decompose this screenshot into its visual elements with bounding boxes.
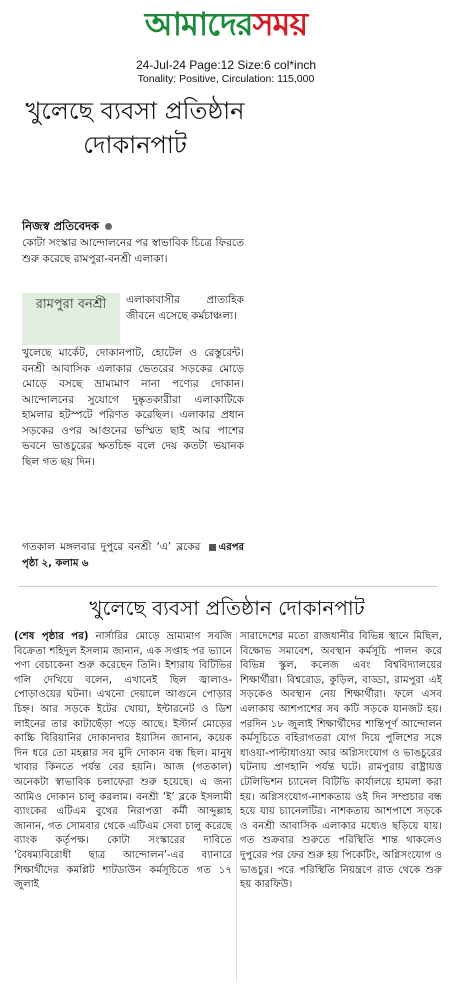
- article-paragraph-2: খুলেছে মার্কেট, দোকানপাট, হোটেল ও রেস্তুরেন্ট। বনশ্রী আবাসিক এলাকার ভেতরের সড়কের মোড়ে মোড়ে বসছে ভ্রাম্যমাণ নানা পণ্যের দোকান। আন্দোলনের সুযোগে দুষ্কৃতকারীরা এলাকাটিকে হামলার হটস্পটে পরিণত করেছিল। এলাকার প্রধান সড়কের ওপর আগুনের ভস্মিত ছাই আর পাশের ভবনে ভাঙচুরের ক্ষতচিহ্ন বলে দেয় কতটা ভয়ানক ছিল গত ছয় দিন।: [22, 347, 244, 468]
- clipping-info: 24-Jul-24 Page:12 Size:6 col*inch: [135, 58, 317, 72]
- bullet-icon: [105, 223, 112, 230]
- square-icon: [209, 544, 216, 551]
- byline: [22, 218, 112, 237]
- continuation-lead: (শেষ পৃষ্ঠার পর): [14, 631, 89, 642]
- continuation-column-2: সারাদেশের মতো রাজধানীর বিভিন্ন স্থানে মিছিল, বিক্ষোভ সমাবেশ, অবস্থান কর্মসূচি পালন করে বিভিন্ন স্কুল, কলেজ এবং বিশ্ববিদ্যালয়ের শিক্ষার্থীরা। বিশ্বরোড, কুড়িল, বাড্ডা, রামপুরা এই সড়কেও অবস্থান নেয় শিক্ষার্থীরা। ফলে এসব এলাকায় আশপাশের সব কটি সড়কে যানজট হয়। পরদিন ১৮ জুলাই শিক্ষার্থীদের শান্তিপূর্ণ আন্দোলন কর্মসূচিতে বহিরাগতরা যোগ দিয়ে পুলিশের সঙ্গে ধাওয়া-পাল্টাধাওয়া আর অগ্নিসংযোগ ও ভাঙচুরের ঘটনায় প্রাণহানি পর্যন্ত ঘটে। রামপুরায় রাষ্ট্রায়ত্ত টেলিভিশন চ্যানেল বিটিভি কার্যালয়ে হামলা করা হয়। অগ্নিসংযোগ-নাশকতায় ওই দিন সম্প্রচার বন্ধ হয়ে যায় চ্যানেলটির। নাশকতায় আশপাশে সড়কে ও বনশ্রী আবাসিক এলাকার মধ্যেও ছড়িয়ে যায়। গত শুক্রবার শুরুতে পরিস্থিতি শান্ত থাকলেও দুপুরের পর ফের শুরু হয় পিকেটিং, অগ্নিসংযোগ ও ভাঙচুর। পরে পরিস্থিতি নিয়ন্ত্রণে রাত থেকে শুরু হয় কারফিউ।: [240, 631, 442, 891]
- article-paragraph-3: [22, 540, 244, 571]
- brand-part1: আমাদের: [144, 5, 253, 43]
- location-box: রামপুরা বনশ্রী: [22, 293, 120, 345]
- continuation-column-1-text: নার্সারির মোড়ে ভ্রাম্যমাণ সবজি বিক্রেতা শহিদুল ইসলাম জানান, এক সপ্তাহ পর ভ্যানে পণ্য বেচাকেনা শুরু করেছেন তিনি। ইশারায় বিটিভির গলি দেখিয়ে বলেন, এখানেই ছিল জ্বালাও-পোড়াওয়ের ঘটনা। এখনো দেয়ালে আগুনে পোড়ার চিহ্ন। আর সড়কে ইটের খোয়া, ইন্টারনেট ও ডিশ লাইনের তার কাটাছেঁড়া পড়ে আছে। ইস্টার্ন মোড়ের কাচ্চি বিরিয়ানির দোকানদার ইয়াসিন জানান, কয়েক দিন ধরে তো মহল্লার সব মুদি দোকান বন্ধ ছিল। মানুষ খাবার কিনতে পর্যন্ত বের হয়নি। আজ (গতকাল) অনেকটা স্বাভাবিক চলাফেরা শুরু হয়েছে। এ জন্য আমিও দোকান চালু করলাম। বনশ্রী ‘ই’ ব্লকে ইসলামী ব্যাংকের এটিএম বুথের নিরাপত্তা কর্মী আব্দুল্লাহ জানান, গত সোমবার থেকে এটিএম সেবা চালু করেছে ব্যাংক কর্তৃপক্ষ। কোটা সংস্কারের দাবিতে ‘বৈষম্যবিরোধী ছাত্র আন্দোলন’-এর ব্যানারে শিক্ষার্থীদের কমপ্লিট শাটডাউন কর্মসূচিতে গত ১৭ জুলাই: [14, 631, 232, 891]
- continuation-column-1: [14, 630, 232, 893]
- article-headline: খুলেছে ব্যবসা প্রতিষ্ঠান দোকানপাট: [25, 97, 245, 159]
- byline-text: নিজস্ব প্রতিবেদক: [22, 219, 100, 233]
- continued-text: এরপর পৃষ্ঠা ২, কলাম ৬: [22, 542, 244, 569]
- continuation-headline: খুলেছে ব্যবসা প্রতিষ্ঠান দোকানপাট: [89, 596, 365, 620]
- section-divider: [18, 586, 438, 587]
- article-paragraph-1: কোটা সংস্কার আন্দোলনের পর স্বাভাবিক চিত্রে ফিরতে শুরু করেছে রামপুরা-বনশ্রী এলাকা।: [22, 237, 244, 265]
- tonality-info: Tonality: Positive, Circulation: 115,000: [137, 73, 315, 85]
- masthead-logo: [0, 4, 452, 44]
- article-paragraph-1b: এলাকাবাসীর প্রাত্যহিক জীবনে এসেছে কর্মচাঞ্চল্য।: [126, 294, 244, 322]
- article-paragraph-3-text: গতকাল মঙ্গলবার দুপুরে বনশ্রী ‘এ’ ব্লকের: [22, 541, 201, 553]
- column-rule: [236, 632, 237, 982]
- brand-part2: সময়: [252, 5, 308, 43]
